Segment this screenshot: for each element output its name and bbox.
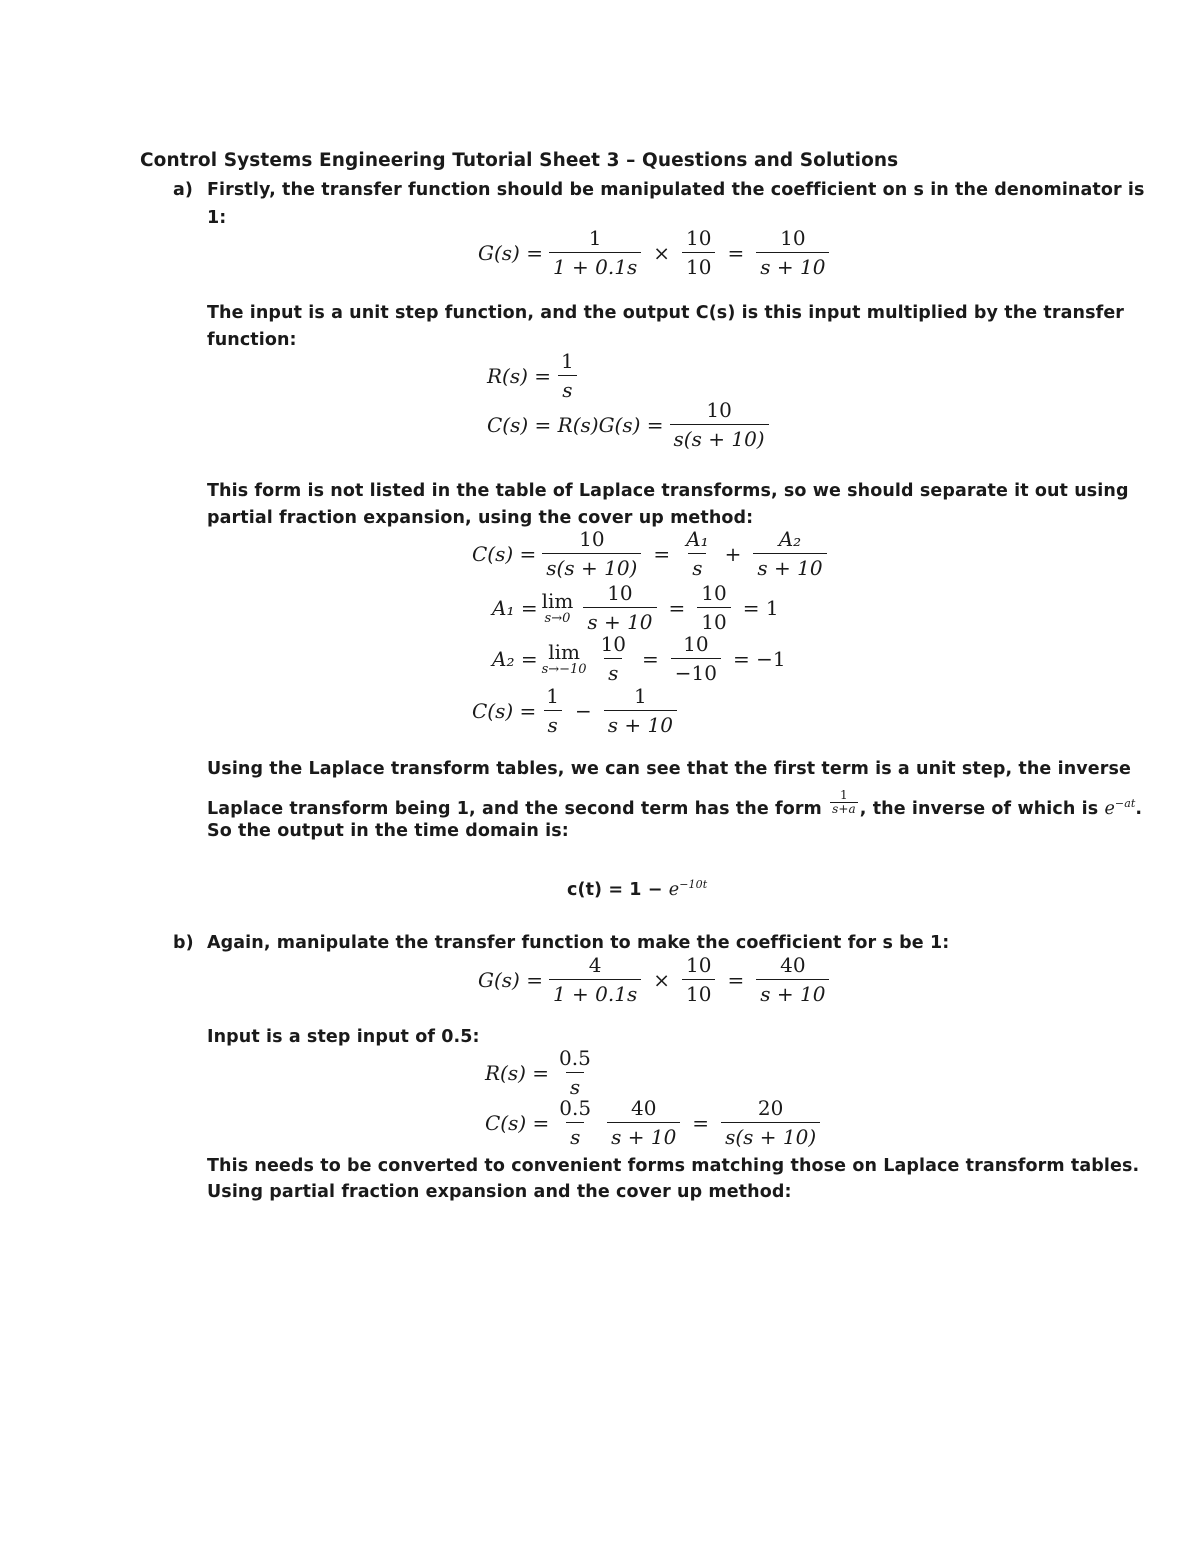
part-b-text-2: Input is a step input of 0.5: — [207, 1027, 480, 1047]
fraction: $\frac{10}{s(s + 10)}$ — [542, 527, 641, 580]
part-a-equation-transfer-function: G(s) = $\frac{1}{1 + 0.1s}$ × $\frac{10}{10}$ = $\frac{10}{s + 10}$ — [478, 226, 835, 279]
part-a-text-2-line2: function: — [207, 330, 297, 350]
part-a-equation-c-expanded: C(s) = $\frac{1}{s}$ − $\frac{1}{s + 10}$ — [472, 684, 683, 737]
fraction: $\frac{1}{1 + 0.1s}$ — [549, 226, 641, 279]
part-b-text-3-line1: This needs to be converted to convenient forms matching those on Laplace transform tables. — [207, 1156, 1140, 1176]
page-title: Control Systems Engineering Tutorial Sheet 3 – Questions and Solutions — [140, 150, 899, 171]
eq-lhs: G(s) = — [478, 240, 543, 265]
part-a-text-4-line1: Using the Laplace transform tables, we can see that the first term is a unit step, the inverse — [207, 759, 1131, 779]
part-a-equation-output: C(s) = R(s)G(s) = $\frac{10}{s(s + 10)}$ — [487, 398, 775, 451]
part-b-equation-transfer-function: G(s) = $\frac{4}{1 + 0.1s}$ × $\frac{10}{10}$ = $\frac{40}{s + 10}$ — [478, 953, 835, 1006]
fraction: $\frac{10}{10}$ — [697, 581, 730, 634]
part-a-text-4-line2: Laplace transform being 1, and the second term has the form $\frac{1}{s+a}$ , the inverse of which is $e^{-at}$. — [207, 788, 1143, 819]
part-a-equation-a1: A₁ = lim s→0 $\frac{10}{s + 10}$ = $\frac{10}{10}$ = 1 — [492, 581, 779, 634]
fraction: $\frac{10}{s(s + 10)}$ — [670, 398, 769, 451]
part-a-text-3-line2: partial fraction expansion, using the cover up method: — [207, 508, 754, 528]
part-a-equation-a2: A₂ = lim s→−10 $\frac{10}{s}$ = $\frac{10}{-10}$ = −1 — [492, 632, 786, 685]
fraction: $\frac{10}{10}$ — [682, 226, 715, 279]
inline-fraction: $\frac{1}{s+a}$ — [832, 788, 856, 817]
fraction: $\frac{\text{A₂}}{s + 10}$ — [753, 527, 826, 580]
part-a-text-3-line1: This form is not listed in the table of Laplace transforms, so we should separate it out using — [207, 481, 1129, 501]
part-a-equation-partial-fractions: C(s) = $\frac{10}{s(s + 10)}$ = $\frac{\text{A₁}}{s}$ + $\frac{\text{A₂}}{s + 10}$ — [472, 527, 833, 580]
part-a-intro-line1: Firstly, the transfer function should be manipulated the coefficient on s in the denominator is — [207, 180, 1145, 200]
fraction: $\frac{10}{s + 10}$ — [583, 581, 656, 634]
part-a-text-2-line1: The input is a unit step function, and the output C(s) is this input multiplied by the transfer — [207, 303, 1125, 323]
part-a-marker: a) — [173, 180, 194, 200]
limit: lim s→−10 — [541, 639, 587, 677]
part-a-time-domain-result: $c(t) = 1 - e^{-10t}$ — [567, 878, 708, 900]
fraction: $\frac{1}{s + 10}$ — [604, 684, 677, 737]
fraction: $\frac{1}{s}$ — [542, 684, 563, 737]
fraction: $\frac{10}{-10}$ — [671, 632, 721, 685]
fraction: $\frac{40}{s + 10}$ — [756, 953, 829, 1006]
fraction: $\frac{10}{s + 10}$ — [756, 226, 829, 279]
part-b-marker: b) — [173, 933, 194, 953]
fraction: $\frac{0.5}{s}$ — [559, 1046, 591, 1099]
fraction: $\frac{10}{10}$ — [682, 953, 715, 1006]
fraction: $\frac{40}{s + 10}$ — [607, 1096, 680, 1149]
fraction: $\frac{0.5}{s}$ — [559, 1096, 592, 1149]
fraction: $\frac{10}{s}$ — [600, 632, 627, 685]
part-a-equation-input: R(s) = $\frac{1}{s}$ — [487, 349, 584, 402]
part-a-intro-line2: 1: — [207, 208, 227, 228]
limit: lim s→0 — [541, 588, 574, 626]
fraction: $\frac{\text{A₁}}{s}$ — [686, 527, 709, 580]
part-b-intro: Again, manipulate the transfer function to make the coefficient for s be 1: — [207, 933, 950, 953]
part-b-equation-output: C(s) = $\frac{0.5}{s}$ $\frac{40}{s + 10}$ = $\frac{20}{s(s + 10)}$ — [485, 1096, 826, 1149]
part-b-equation-input: R(s) = $\frac{0.5}{s}$ — [485, 1046, 601, 1099]
fraction: $\frac{20}{s(s + 10)}$ — [721, 1096, 820, 1149]
part-a-text-4-line3: So the output in the time domain is: — [207, 821, 569, 841]
part-b-text-3-line2: Using partial fraction expansion and the cover up method: — [207, 1182, 792, 1202]
fraction: $\frac{4}{1 + 0.1s}$ — [549, 953, 641, 1006]
fraction: $\frac{1}{s}$ — [557, 349, 578, 402]
